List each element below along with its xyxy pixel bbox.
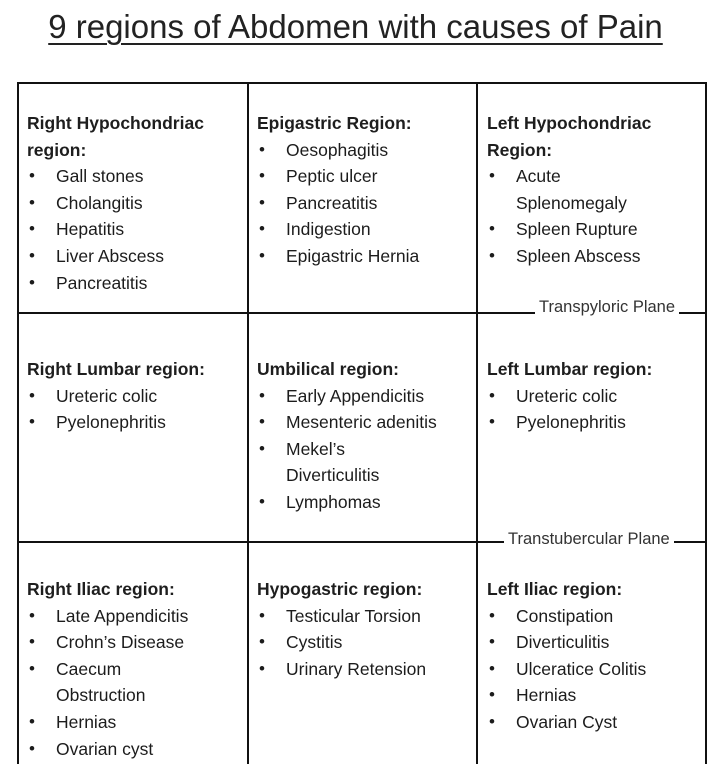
cause-item: • Mekel’s Diverticulitis — [257, 436, 475, 489]
cause-item: • Liver Abscess — [27, 243, 239, 270]
cause-list — [257, 603, 472, 683]
grid-divider-vertical-1 — [247, 82, 249, 764]
cause-item: • Hepatitis — [27, 216, 239, 243]
region-hypogastric — [257, 576, 472, 682]
cause-item: • Lymphomas — [257, 489, 475, 516]
region-umbilical — [257, 356, 475, 516]
cause-item: • Ureteric colic — [487, 383, 697, 410]
cause-item: • Ovarian cyst — [27, 736, 239, 763]
cause-item: • Pancreatitis — [257, 190, 472, 217]
cause-item: • Peptic ulcer — [257, 163, 472, 190]
cause-item: • Spleen Abscess — [487, 243, 692, 270]
cause-item: • Oesophagitis — [257, 137, 472, 164]
region-right-hypochondriac — [27, 110, 239, 296]
grid-top-border — [17, 82, 707, 84]
region-heading: Right Lumbar region: — [27, 359, 205, 379]
cause-list — [257, 137, 472, 270]
region-heading: Left Lumbar region: — [487, 359, 653, 379]
cause-list — [27, 603, 239, 763]
cause-list — [487, 383, 697, 436]
cause-item: • Spleen Rupture — [487, 216, 692, 243]
cause-list — [27, 383, 242, 436]
cause-item: • Mesenteric adenitis — [257, 409, 475, 436]
region-heading: Hypogastric region: — [257, 579, 423, 599]
transpyloric-plane-label: Transpyloric Plane — [535, 298, 679, 317]
cause-item: • Pancreatitis — [27, 270, 239, 297]
region-left-iliac — [487, 576, 697, 736]
cause-list — [27, 163, 239, 296]
cause-item: • Hernias — [487, 682, 697, 709]
cause-item: • Diverticulitis — [487, 629, 697, 656]
cause-item: • Hernias — [27, 709, 239, 736]
region-heading: Left Iliac region: — [487, 579, 623, 599]
abdomen-regions-grid — [17, 82, 707, 764]
region-heading: Umbilical region: — [257, 359, 399, 379]
cause-item: • Cholangitis — [27, 190, 239, 217]
region-right-lumbar — [27, 356, 242, 436]
grid-divider-vertical-2 — [476, 82, 478, 764]
cause-item: • Constipation — [487, 603, 697, 630]
cause-item: • Gall stones — [27, 163, 239, 190]
cause-item: • Crohn’s Disease — [27, 629, 239, 656]
cause-item: • Cystitis — [257, 629, 472, 656]
cause-item: • Ovarian Cyst — [487, 709, 697, 736]
region-heading: Left Hypochondriac Region: — [487, 113, 652, 160]
region-heading: Right Iliac region: — [27, 579, 175, 599]
grid-left-border — [17, 82, 19, 764]
region-right-iliac — [27, 576, 239, 762]
cause-item: • Epigastric Hernia — [257, 243, 472, 270]
transtubercular-plane-label: Transtubercular Plane — [504, 530, 674, 549]
region-heading: Epigastric Region: — [257, 113, 412, 133]
cause-list — [487, 163, 692, 269]
grid-right-border — [705, 82, 707, 764]
region-epigastric — [257, 110, 472, 270]
region-heading: Right Hypochondriac region: — [27, 113, 204, 160]
cause-item: • Pyelonephritis — [27, 409, 242, 436]
cause-item: • Ulceratice Colitis — [487, 656, 697, 683]
cause-item: • Acute Splenomegaly — [487, 163, 692, 216]
cause-list — [257, 383, 475, 516]
cause-item: • Late Appendicitis — [27, 603, 239, 630]
cause-item: • Ureteric colic — [27, 383, 242, 410]
region-left-hypochondriac — [487, 110, 692, 270]
cause-item: • Testicular Torsion — [257, 603, 472, 630]
cause-item: • Early Appendicitis — [257, 383, 475, 410]
diagram-title: 9 regions of Abdomen with causes of Pain — [48, 8, 663, 45]
cause-list — [487, 603, 697, 736]
cause-item: • Pyelonephritis — [487, 409, 697, 436]
cause-item: • Indigestion — [257, 216, 472, 243]
region-left-lumbar — [487, 356, 697, 436]
cause-item: • Caecum Obstruction — [27, 656, 239, 709]
cause-item: • Urinary Retension — [257, 656, 472, 683]
